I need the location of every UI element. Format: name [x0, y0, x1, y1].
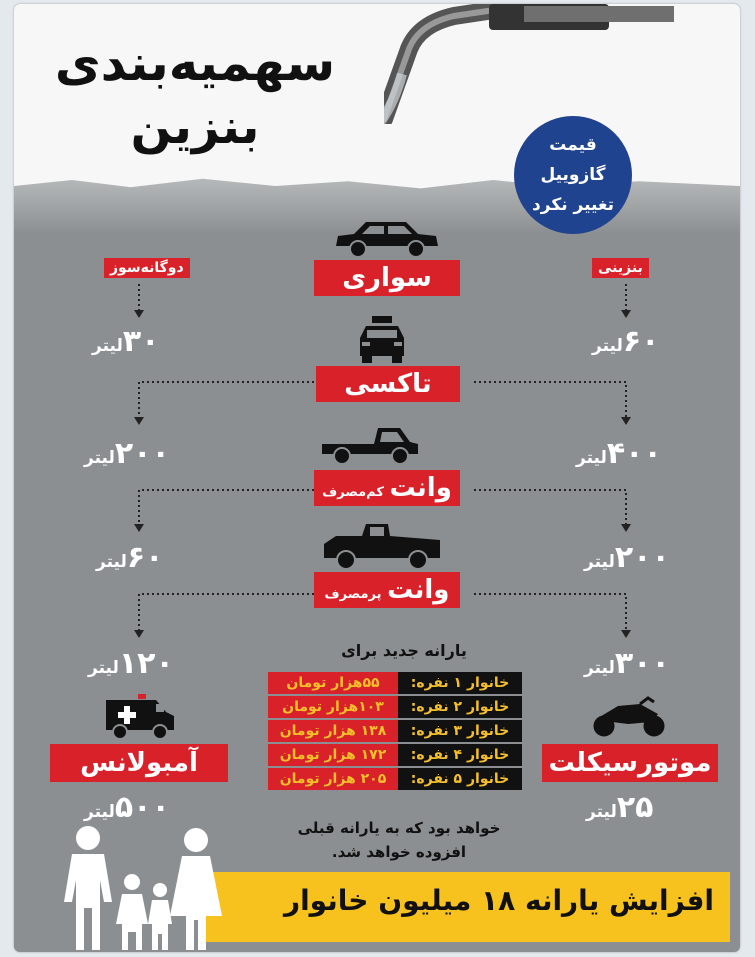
- title-line-2: بنزین: [130, 99, 260, 155]
- liter-pickup-low-petrol: ۲۰۰لیتر: [584, 540, 670, 575]
- banner-text: افزایش یارانه ۱۸ میلیون خانوار: [283, 884, 714, 917]
- pickup-truck-icon: [320, 422, 420, 466]
- vehicle-label-taxi: تاکسی: [316, 366, 460, 402]
- subsidy-table: [268, 672, 524, 792]
- vehicle-suffix-pickup-low: کم‌مصرف: [322, 485, 384, 500]
- liter-sedan-petrol: ۶۰لیتر: [592, 324, 660, 359]
- subsidy-amount: ۵۵هزار تومان: [268, 672, 398, 694]
- family-size: خانوار ۵ نفره:: [398, 768, 522, 790]
- liter-pickup-high-dual: ۱۲۰لیتر: [88, 646, 174, 681]
- vehicle-label-pickup-low: [314, 470, 460, 506]
- vehicle-label-motorcycle: موتورسیکلت: [542, 744, 718, 782]
- vehicle-name-pickup-high: وانت: [387, 575, 450, 605]
- liter-pickup-low-dual: ۶۰لیتر: [96, 540, 164, 575]
- subsidy-amount: ۱۳۸ هزار تومان: [268, 720, 398, 742]
- badge-line-2: تغییر نکرد: [532, 195, 614, 215]
- subsidy-note-line-2: افزوده خواهد شد.: [331, 843, 467, 861]
- subsidy-amount: ۱۷۲ هزار تومان: [268, 744, 398, 766]
- vehicle-label-sedan: سواری: [314, 260, 460, 296]
- subsidy-amount: ۱۰۳هزار تومان: [268, 696, 398, 718]
- table-row: [268, 720, 524, 742]
- badge-line-1: قیمت گازوییل: [540, 135, 606, 185]
- vehicle-label-ambulance: آمبولانس: [50, 744, 228, 782]
- taxi-icon: [356, 316, 408, 364]
- table-row: [268, 696, 524, 718]
- liter-taxi-petrol: ۴۰۰لیتر: [576, 436, 662, 471]
- table-row: [268, 744, 524, 766]
- family-size: خانوار ۲ نفره:: [398, 696, 522, 718]
- ambulance-icon: [104, 694, 176, 740]
- subsidy-note: [284, 816, 514, 864]
- vehicle-suffix-pickup-high: پرمصرف: [324, 587, 382, 602]
- liter-sedan-dual: ۳۰لیتر: [92, 324, 160, 359]
- table-row: [268, 768, 524, 790]
- subsidy-amount: ۲۰۵ هزار تومان: [268, 768, 398, 790]
- infographic: [14, 4, 740, 952]
- vehicle-label-pickup-high: [314, 572, 460, 608]
- vehicle-name-pickup-low: وانت: [389, 473, 452, 503]
- family-size: خانوار ۱ نفره:: [398, 672, 522, 694]
- dual-fuel-label: دوگانه‌سوز: [104, 258, 190, 278]
- motorcycle-icon: [588, 696, 670, 740]
- subsidy-title: یارانه جدید برای: [341, 641, 467, 660]
- title-line-1: سهمیه‌بندی: [54, 34, 336, 92]
- old-pickup-truck-icon: [322, 522, 442, 572]
- subsidy-note-line-1: خواهد بود که به یارانه قبلی: [297, 819, 501, 837]
- liter-ambulance: ۵۰۰لیتر: [84, 790, 170, 825]
- sedan-car-icon: [332, 216, 440, 261]
- family-icon: [54, 824, 224, 952]
- liter-taxi-dual: ۲۰۰لیتر: [84, 436, 170, 471]
- petrol-label: بنزینی: [592, 258, 649, 278]
- liter-pickup-high-petrol: ۳۰۰لیتر: [584, 646, 670, 681]
- table-row: [268, 672, 524, 694]
- liter-motorcycle: ۲۵لیتر: [586, 790, 654, 825]
- family-size: خانوار ۴ نفره:: [398, 744, 522, 766]
- family-size: خانوار ۳ نفره:: [398, 720, 522, 742]
